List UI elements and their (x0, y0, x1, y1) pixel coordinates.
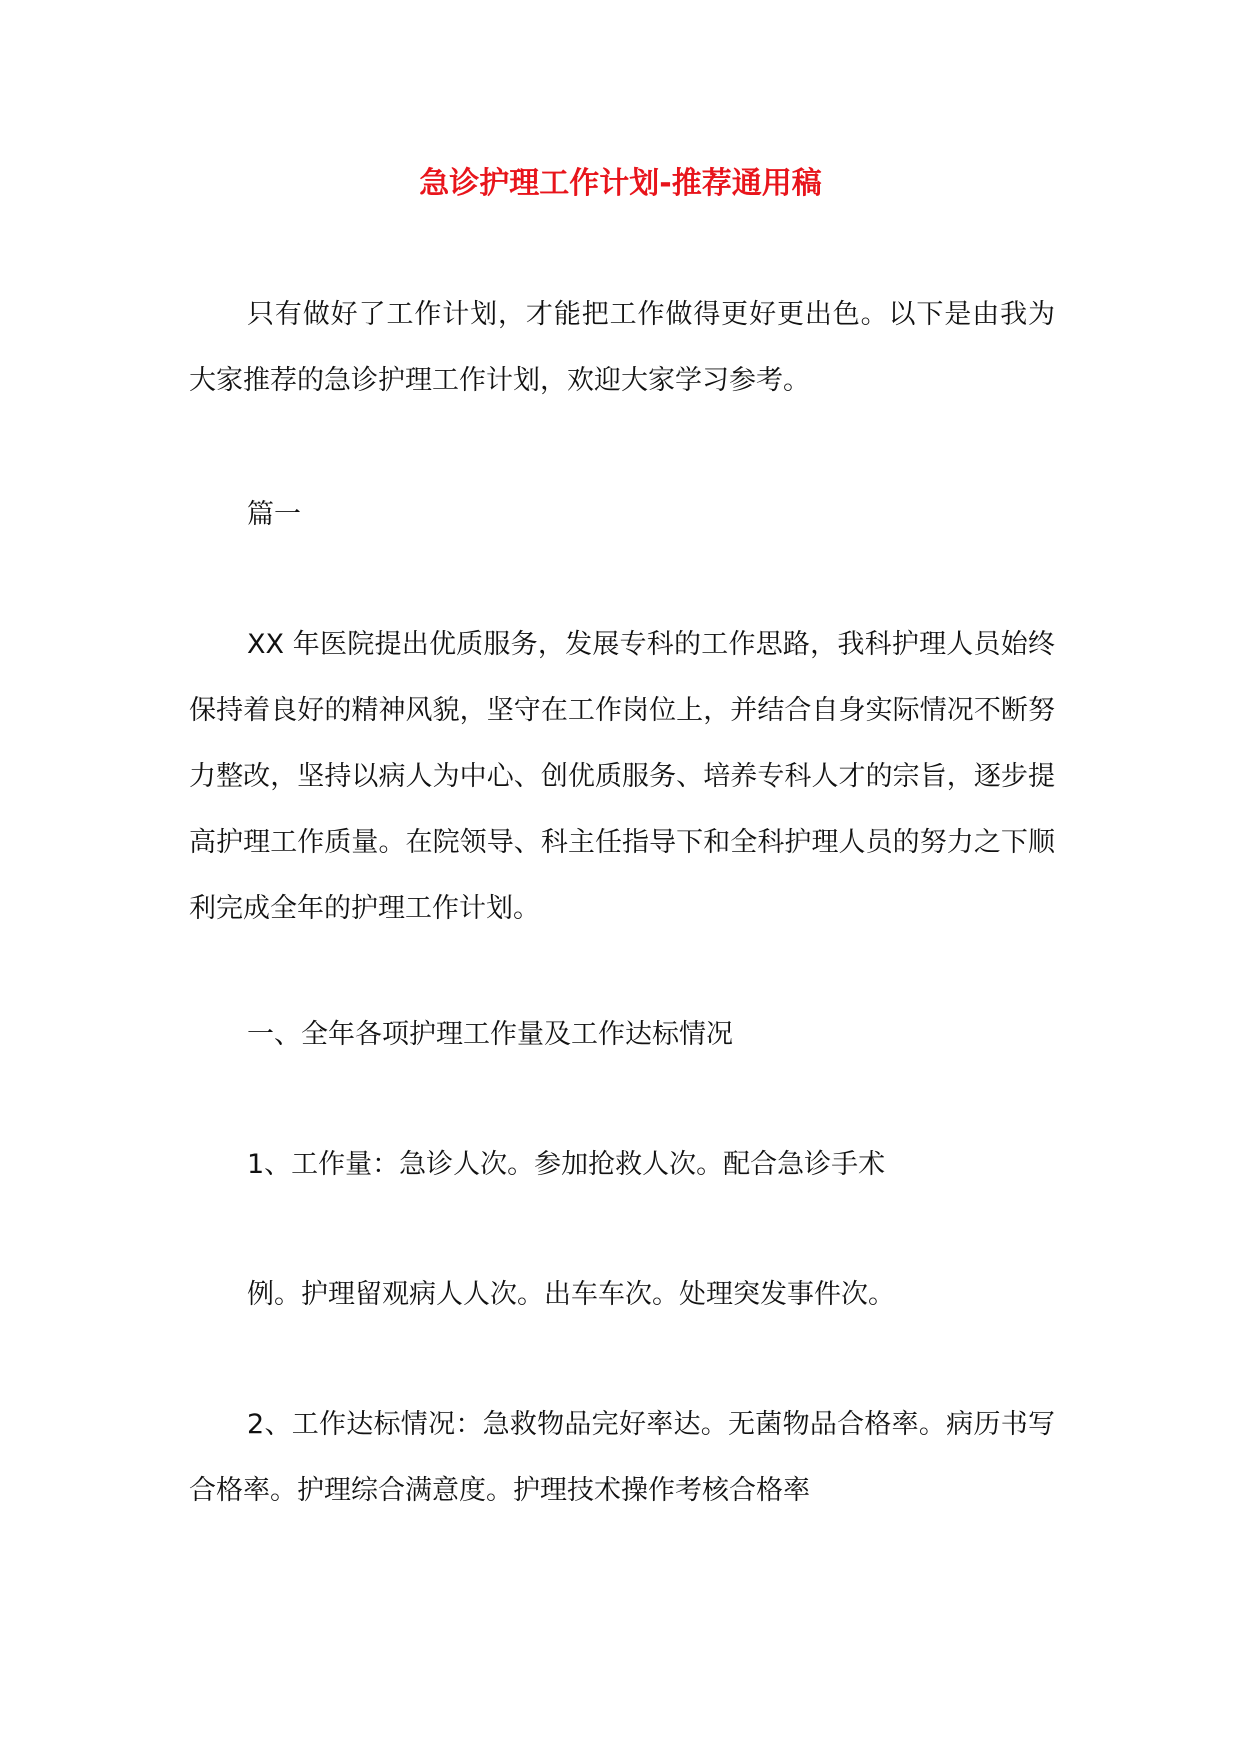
section-heading: 一、全年各项护理工作量及工作达标情况 (247, 1019, 733, 1050)
intro-paragraph: 只有做好了工作计划，才能把工作做得更好更出色。以下是由我为大家推荐的急诊护理工作计划，欢迎大家学习参考。 (189, 299, 1055, 396)
list-item-standards: 2、工作达标情况：急救物品完好率达。无菌物品合格率。病历书写合格率。护理综合满意度。护理技术操作考核合格率 (189, 1409, 1055, 1506)
list-item-workload: 1、工作量：急诊人次。参加抢救人次。配合急诊手术 (247, 1149, 886, 1180)
list-item-workload-continued: 例。护理留观病人人次。出车车次。处理突发事件次。 (247, 1279, 895, 1310)
section-label: 篇一 (247, 499, 301, 530)
body-paragraph: XX 年医院提出优质服务，发展专科的工作思路，我科护理人员始终保持着良好的精神风貌，坚守在工作岗位上，并结合自身实际情况不断努力整改，坚持以病人为中心、创优质服务、培养专科人才的宗旨，逐步提高护理工作质量。在院领导、科主任指导下和全科护理人员的努力之下顺利完成全年的护理工作计划。 (189, 629, 1055, 924)
document-title: 急诊护理工作计划-推荐通用稿 (419, 166, 822, 201)
